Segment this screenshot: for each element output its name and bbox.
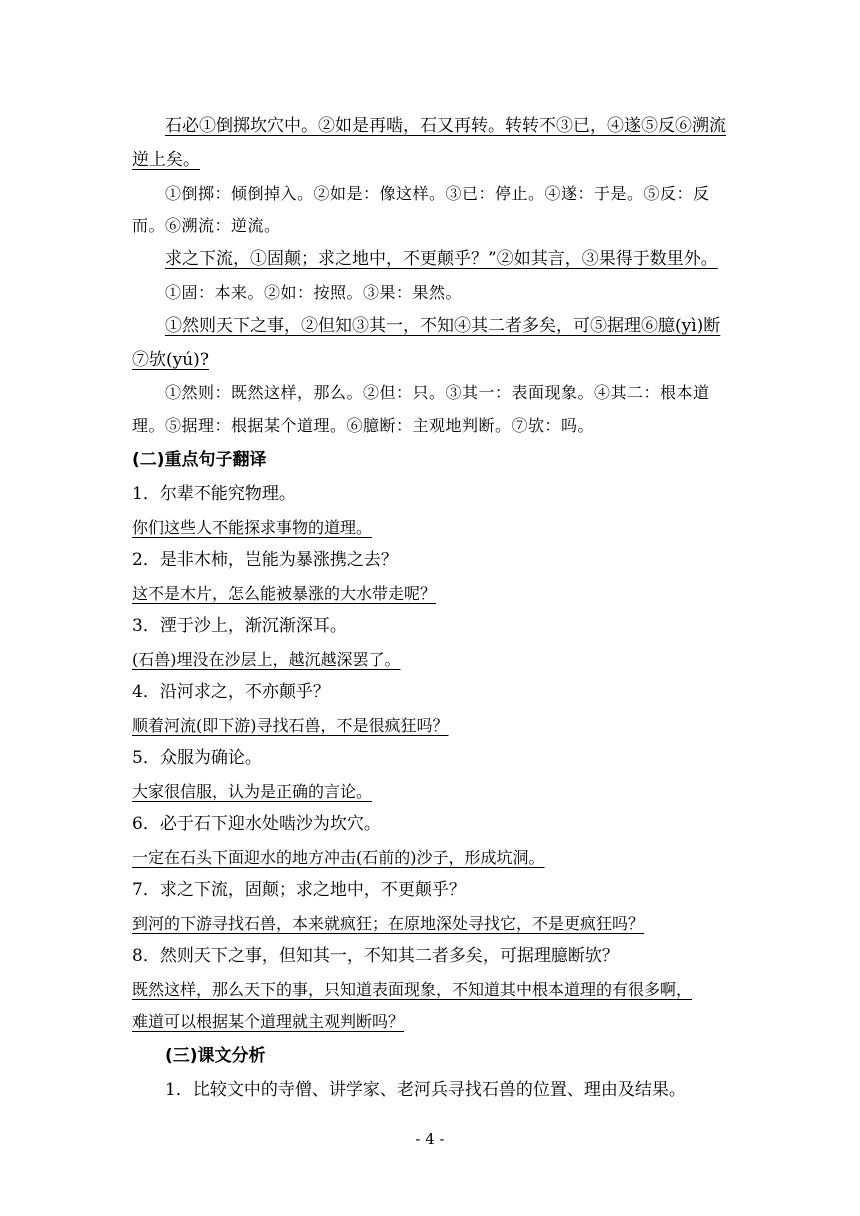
sentence-translation: (石兽)埋没在沙层上，越沉越深罢了。 — [132, 650, 401, 669]
sentence-translation: 既然这样，那么天下的事，只知道表面现象，不知道其中根本道理的有很多啊， — [132, 980, 693, 999]
section-heading: (二)重点句子翻译 — [132, 450, 267, 470]
sentence-translation: 到河的下游寻找石兽，本来就疯狂；在原地深处寻找它，不是更疯狂吗？ — [132, 914, 645, 933]
original-text-line: 逆上矣。 — [132, 150, 200, 170]
gloss-line: ①然则：既然这样，那么。②但：只。③其一：表面现象。④其二：根本道 — [165, 383, 710, 402]
gloss-line: ①固：本来。②如：按照。③果：果然。 — [165, 283, 463, 302]
sentence-question: 6．必于石下迎水处啮沙为坎穴。 — [132, 814, 381, 834]
analysis-question: 1．比较文中的寺僧、讲学家、老河兵寻找石兽的位置、理由及结果。 — [165, 1080, 686, 1100]
sentence-translation: 难道可以根据某个道理就主观判断吗？ — [132, 1012, 405, 1031]
gloss-line: ①倒掷：倾倒掉入。②如是：像这样。③已：停止。④遂：于是。⑤反：反 — [165, 184, 710, 203]
sentence-translation: 你们这些人不能探求事物的道理。 — [132, 518, 373, 537]
sentence-question: 3．湮于沙上，渐沉渐深耳。 — [132, 616, 347, 636]
sentence-question: 1．尔辈不能究物理。 — [132, 484, 296, 504]
sentence-translation: 大家很信服，认为是正确的言论。 — [132, 782, 373, 801]
sentence-question: 5．众服为确论。 — [132, 748, 262, 768]
section-heading: (三)课文分析 — [165, 1046, 266, 1066]
gloss-line: 理。⑤据理：根据某个道理。⑥臆断：主观地判断。⑦欤：吗。 — [132, 416, 595, 435]
original-text-line: ①然则天下之事，②但知③其一，不知④其二者多矣，可⑤据理⑥臆(yì)断 — [165, 316, 721, 336]
original-text-line: 求之下流，①固颠；求之地中，不更颠乎？”②如其言，③果得于数里外。 — [165, 249, 718, 269]
sentence-question: 4．沿河求之，不亦颠乎？ — [132, 682, 330, 702]
sentence-question: 2．是非木柿，岂能为暴涨携之去？ — [132, 550, 398, 570]
page-number: - 4 - — [415, 1130, 445, 1148]
sentence-question: 8．然则天下之事，但知其一，不知其二者多矣，可据理臆断欤？ — [132, 946, 619, 966]
sentence-question: 7．求之下流，固颠；求之地中，不更颠乎？ — [132, 880, 466, 900]
sentence-translation: 这不是木片，怎么能被暴涨的大水带走呢？ — [132, 584, 437, 603]
sentence-translation: 顺着河流(即下游)寻找石兽，不是很疯狂吗？ — [132, 716, 449, 735]
gloss-line: 而。⑥溯流：逆流。 — [132, 216, 281, 235]
original-text-line: 石必①倒掷坎穴中。②如是再啮，石又再转。转转不③已，④遂⑤反⑥溯流 — [165, 116, 726, 136]
sentence-translation: 一定在石头下面迎水的地方冲击(石前的)沙子，形成坑洞。 — [132, 848, 545, 867]
original-text-line: ⑦欤(yú)? — [132, 350, 209, 370]
